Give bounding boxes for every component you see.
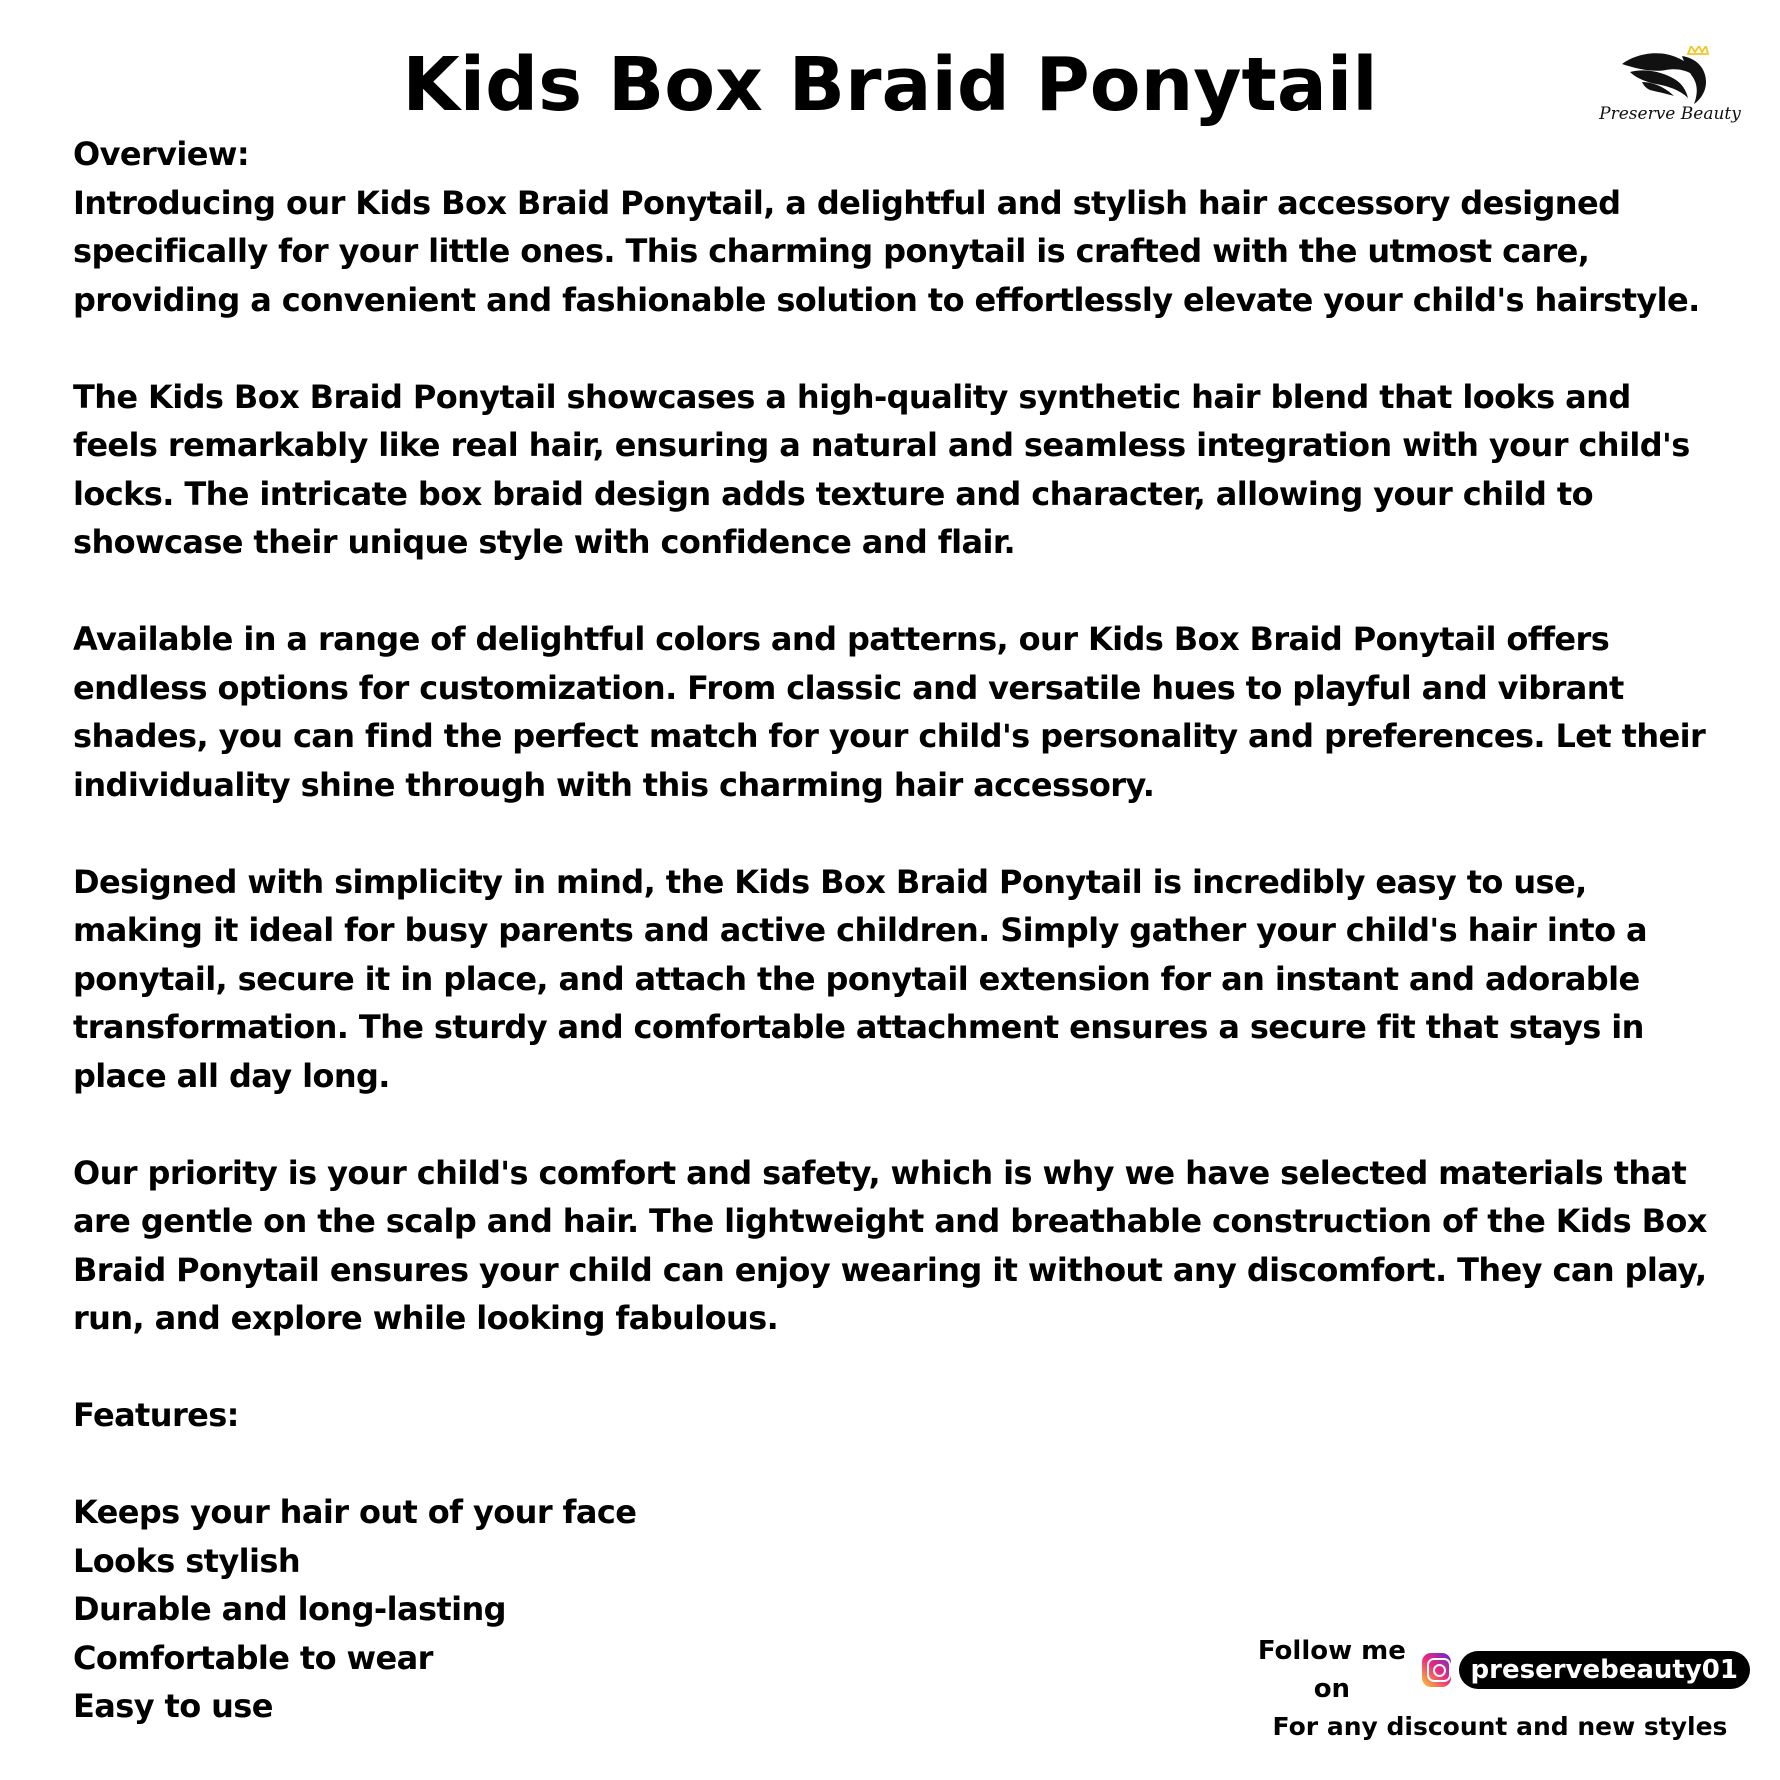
brand-logo — [1590, 46, 1750, 138]
follow-subtext: For any discount and new styles — [1272, 1712, 1728, 1741]
page-title: Kids Box Braid Ponytail — [402, 42, 1378, 128]
feature-item: Durable and long-lasting — [73, 1590, 506, 1628]
feature-item: Comfortable to wear — [73, 1638, 433, 1677]
features-label: Features: — [73, 1396, 239, 1434]
feature-item: Easy to use — [73, 1687, 273, 1725]
feature-item: Keeps your hair out of your face — [73, 1493, 637, 1531]
follow-text: Follow me on — [1257, 1636, 1406, 1704]
paragraph-colors: Available in a range of delightful colors and patterns, our Kids Box Braid Ponytail offers endless options for customization. From classic and versatile hues to playful and vibrant shades, you can find the perfect match for your child's personality and preferences. Let their individuality shine through with this charming hair accessory. — [73, 620, 1706, 804]
paragraph-intro: Introducing our Kids Box Braid Ponytail, a delightful and stylish hair accessory designed specifically for your little ones. This charming ponytail is crafted with the utmost care, providing a convenient and fashionable solution to effortlessly elevate your child's hairstyle. — [73, 183, 1700, 319]
instagram-icon[interactable] — [1422, 1653, 1451, 1687]
social-follow — [1250, 1632, 1750, 1746]
overview-label: Overview: — [73, 135, 250, 173]
paragraph-comfort: Our priority is your child's comfort and safety, which is why we have selected materials that are gentle on the scalp and hair. The lightweight and breathable construction of the Kids Box Braid Ponytail ensures your child can enjoy wearing it without any discomfort. They can play, run, and explore while looking fabulous. — [73, 1153, 1707, 1337]
feature-item: Looks stylish — [73, 1541, 300, 1580]
woman-silhouette-crown-icon — [1618, 46, 1722, 108]
product-description — [73, 130, 1713, 1731]
paragraph-usage: Designed with simplicity in mind, the Kids Box Braid Ponytail is incredibly easy to use, making it ideal for busy parents and active children. Simply gather your child's hair into a ponytail, secure it in place, and attach the ponytail extension for an instant and adorable transformation. The sturdy and comfortable attachment ensures a secure fit that stays in place all day long. — [73, 862, 1648, 1095]
paragraph-material: The Kids Box Braid Ponytail showcases a high-quality synthetic hair blend that looks and feels remarkably like real hair, ensuring a natural and seamless integration with your child's locks. The intricate box braid design adds texture and character, allowing your child to showcase their unique style with confidence and flair. — [73, 377, 1690, 561]
brand-name: Preserve Beauty — [1599, 104, 1741, 124]
instagram-handle[interactable]: preservebeauty01 — [1459, 1651, 1750, 1689]
